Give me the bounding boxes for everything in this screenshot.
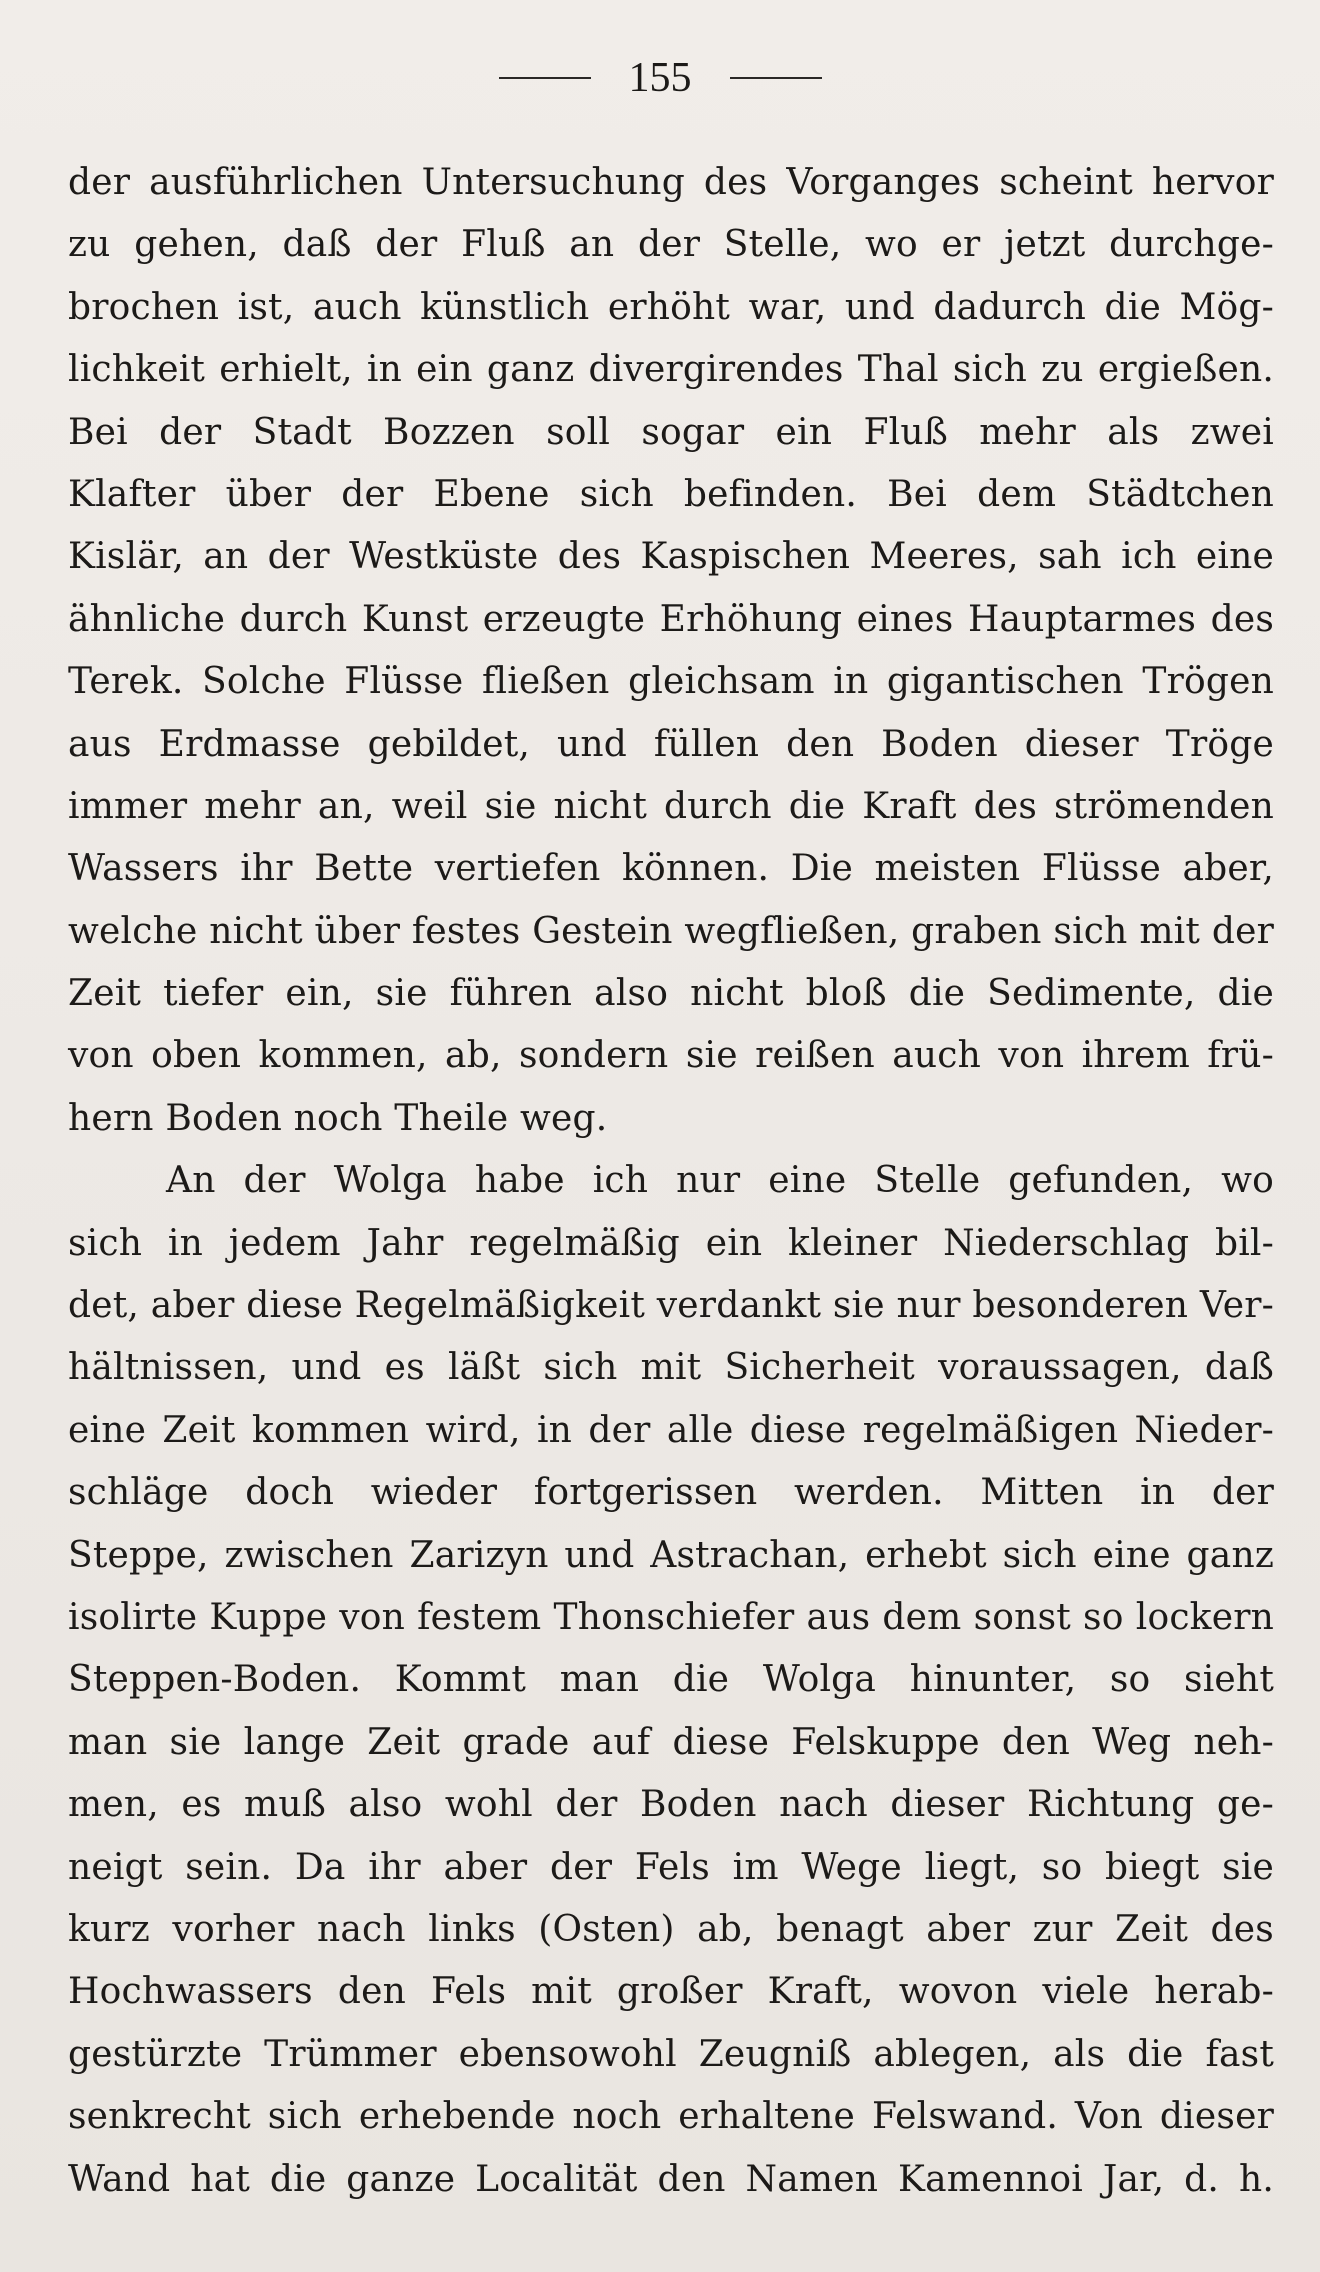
text-line: men, es muß also wohl der Boden nach dieser Richtung ge-: [68, 1784, 1274, 1826]
text-line: neigt sein. Da ihr aber der Fels im Wege liegt, so biegt sie: [68, 1846, 1274, 1888]
text-line: senkrecht sich erhebende noch erhaltene Felswand. Von dieser: [68, 2096, 1274, 2138]
text-line: der ausführlichen Untersuchung des Vorganges scheint hervor: [68, 162, 1274, 203]
text-line: ähnliche durch Kunst erzeugte Erhöhung eines Hauptarmes des: [68, 598, 1274, 640]
page-number: 155: [628, 55, 692, 101]
text-line: immer mehr an, weil sie nicht durch die Kraft des strömenden: [68, 785, 1274, 827]
paragraph-start-line: An der Wolga habe ich nur eine Stelle gefunden, wo: [166, 1160, 1274, 1202]
text-line: det, aber diese Regelmäßigkeit verdankt sie nur besonderen Ver-: [68, 1285, 1274, 1327]
text-line: Wand hat die ganze Localität den Namen Kamennoi Jar, d. h.: [68, 2158, 1274, 2200]
page-header: [0, 48, 1320, 108]
text-line: Steppen-Boden. Kommt man die Wolga hinunter, so sieht: [68, 1659, 1274, 1701]
text-line: Terek. Solche Flüsse fließen gleichsam in gigantischen Trögen: [68, 661, 1274, 703]
text-line: Hochwassers den Fels mit großer Kraft, wovon viele herab-: [68, 1971, 1274, 2013]
text-line: eine Zeit kommen wird, in der alle diese regelmäßigen Nieder-: [68, 1409, 1274, 1451]
text-line: Wassers ihr Bette vertiefen können. Die meisten Flüsse aber,: [68, 848, 1274, 890]
text-line: hältnissen, und es läßt sich mit Sicherheit voraussagen, daß: [68, 1347, 1274, 1389]
text-line: man sie lange Zeit grade auf diese Felskuppe den Weg neh-: [68, 1721, 1274, 1763]
text-line: Kislär, an der Westküste des Kaspischen Meeres, sah ich eine: [68, 536, 1274, 578]
header-rule-left: [499, 77, 591, 79]
text-line: schläge doch wieder fortgerissen werden. Mitten in der: [68, 1472, 1274, 1514]
paragraph-end-line: hern Boden noch Theile weg.: [68, 1097, 608, 1139]
text-line: zu gehen, daß der Fluß an der Stelle, wo er jetzt durchge-: [68, 224, 1274, 266]
text-line: isolirte Kuppe von festem Thonschiefer aus dem sonst so lockern: [68, 1596, 1274, 1638]
text-line: von oben kommen, ab, sondern sie reißen auch von ihrem frü-: [68, 1035, 1274, 1077]
text-line: aus Erdmasse gebildet, und füllen den Boden dieser Tröge: [68, 723, 1274, 765]
header-rule-right: [730, 77, 822, 79]
text-line: lichkeit erhielt, in ein ganz divergirendes Thal sich zu ergießen.: [68, 349, 1274, 391]
body-text: [68, 152, 1274, 2211]
text-line: Zeit tiefer ein, sie führen also nicht bloß die Sedimente, die: [68, 973, 1274, 1015]
text-line: Klafter über der Ebene sich befinden. Bei dem Städtchen: [68, 473, 1274, 515]
text-line: brochen ist, auch künstlich erhöht war, und dadurch die Mög-: [68, 286, 1274, 328]
text-line: sich in jedem Jahr regelmäßig ein kleiner Niederschlag bil-: [68, 1222, 1274, 1264]
text-line: Steppe, zwischen Zarizyn und Astrachan, erhebt sich eine ganz: [68, 1534, 1274, 1576]
text-line: kurz vorher nach links (Osten) ab, benagt aber zur Zeit des: [68, 1908, 1274, 1950]
text-line: Bei der Stadt Bozzen soll sogar ein Fluß mehr als zwei: [68, 411, 1274, 453]
text-line: gestürzte Trümmer ebensowohl Zeugniß ablegen, als die fast: [68, 2033, 1274, 2075]
text-line: welche nicht über festes Gestein wegfließen, graben sich mit der: [68, 910, 1274, 952]
